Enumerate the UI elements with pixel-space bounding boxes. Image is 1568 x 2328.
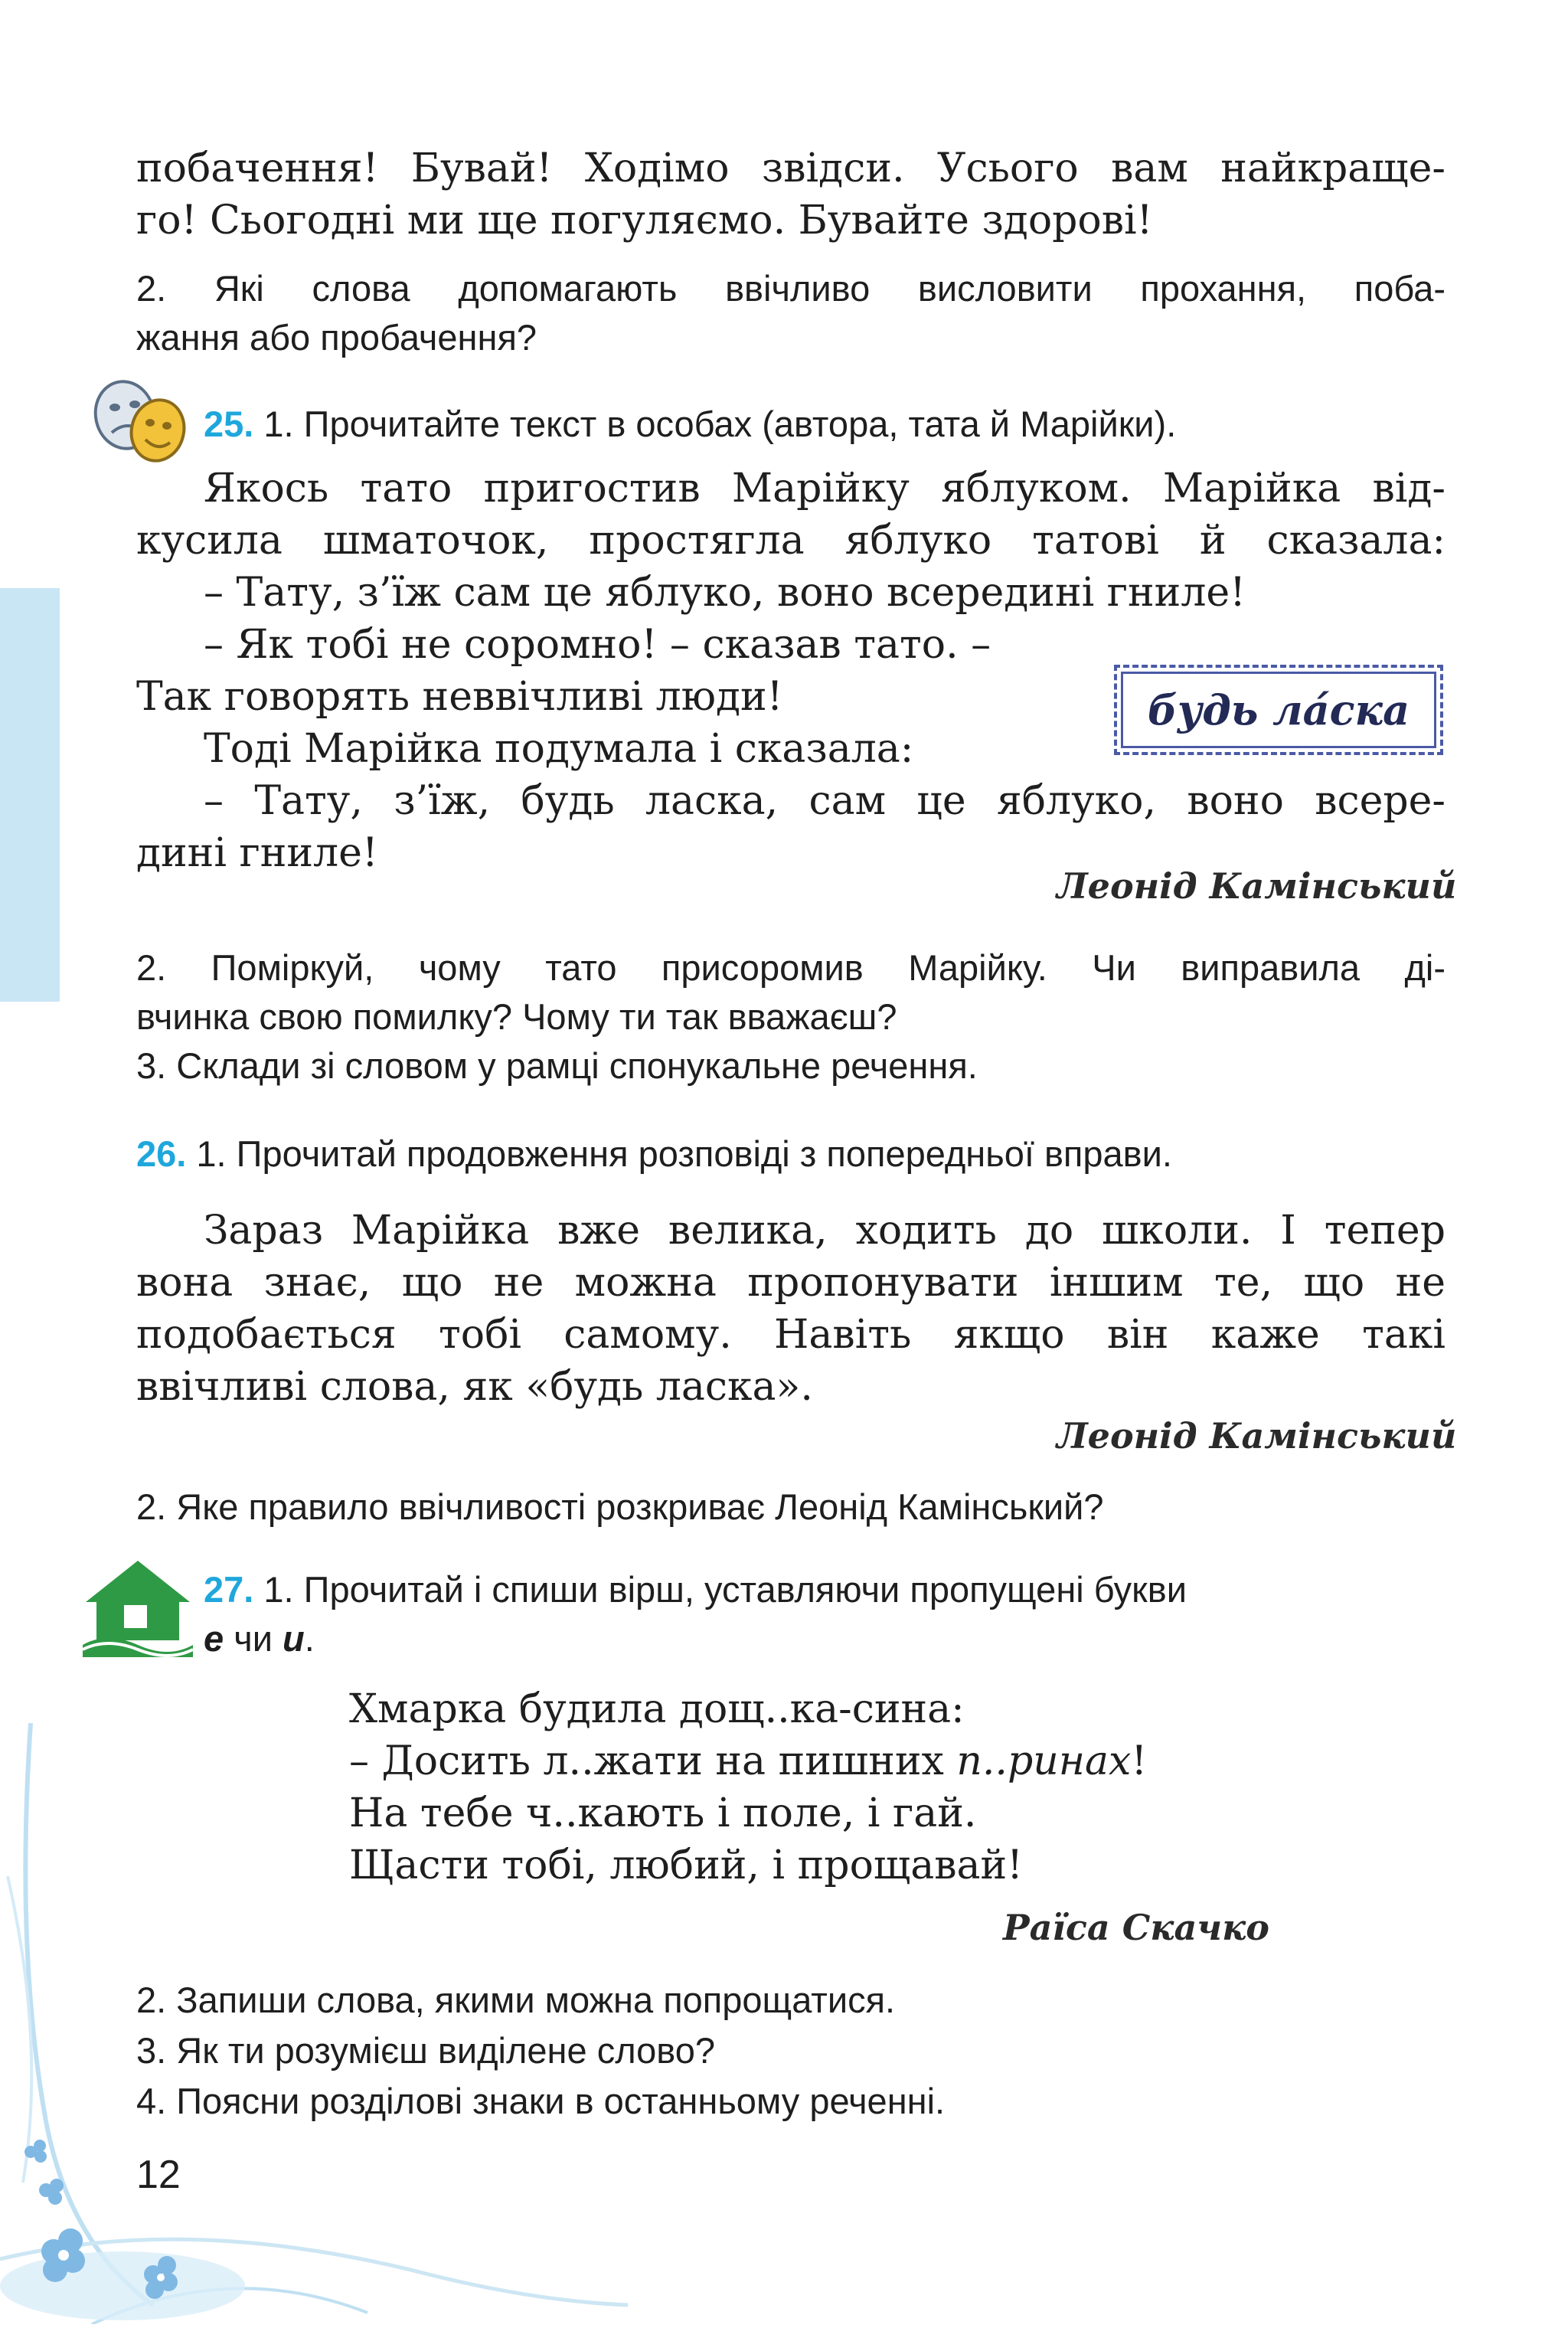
floral-decoration: [0, 1723, 628, 2328]
question-line: жання або пробачення?: [136, 317, 537, 358]
story-line: кусила шматочок, простягла яблуко татові й сказала:: [136, 518, 1446, 564]
poem-line: Хмарка будила дощ..ка-сина:: [349, 1686, 965, 1732]
theater-masks-icon: [83, 375, 198, 471]
task-line: вчинка свою помилку? Чому ти так вважаєш?: [136, 996, 897, 1037]
house-homework-icon: [77, 1555, 199, 1666]
story-line: вона знає, що не можна пропонувати іншим те, що не: [136, 1260, 1446, 1306]
side-tab: [0, 588, 60, 1002]
task-line: 3. Склади зі словом у рамці спонукальне речення.: [136, 1045, 978, 1086]
poem-line: Щасти тобі, любий, і прощавай!: [349, 1842, 1024, 1888]
text-line: го! Сьогодні ми ще погуляємо. Бувайте здорові!: [136, 198, 1153, 244]
exercise-number: 26.: [136, 1133, 187, 1174]
exercise-number: 27.: [204, 1569, 254, 1610]
or-word: чи: [234, 1618, 273, 1659]
page-number: 12: [136, 2153, 181, 2197]
task-line: 2. Яке правило ввічливості розкриває Леонід Камінський?: [136, 1486, 1104, 1527]
task-text: 1. Прочитай продовження розповіді з попередньої вправи.: [196, 1133, 1172, 1174]
task-line: 4. Поясни розділові знаки в останньому реченні.: [136, 2081, 946, 2121]
exercise-25-task1: [204, 400, 1176, 449]
exercise-number: 25.: [204, 404, 254, 444]
task-text: 1. Прочитайте текст в особах (автора, тата й Марійки).: [263, 404, 1177, 444]
story-line: подобається тобі самому. Навіть якщо він каже такі: [136, 1312, 1446, 1358]
story-line: Тоді Марійка подумала і сказала:: [204, 726, 914, 772]
poem-text: – Досить л..жати на пишних: [349, 1738, 957, 1784]
story-line: – Як тобі не соромно! – сказав тато. –: [204, 622, 991, 668]
task-line: 2. Поміркуй, чому тато присоромив Марійку. Чи виправила ді-: [136, 947, 1446, 988]
story-line: – Тату, з’їж, будь ласка, сам це яблуко, воно всере-: [204, 778, 1446, 824]
exercise-27-task1: [204, 1565, 1187, 1614]
story-line: Зараз Марійка вже велика, ходить до школи. І тепер: [204, 1208, 1446, 1254]
text-line: побачення! Бувай! Ходімо звідси. Усього вам найкраще-: [136, 146, 1446, 191]
author-signature: Раїса Скачко: [1003, 1907, 1269, 1948]
period: .: [304, 1618, 315, 1659]
author-signature: Леонід Камінський: [1057, 865, 1457, 907]
author-signature: Леонід Камінський: [1057, 1415, 1457, 1457]
exercise-26-task1: [136, 1130, 1172, 1179]
story-line: Так говорять неввічливі люди!: [136, 674, 783, 720]
framed-word: будь ла́ска: [1114, 665, 1443, 755]
letter-e: е: [204, 1618, 224, 1659]
poem-line: На тебе ч..кають і поле, і гай.: [349, 1790, 977, 1836]
question-line: 2. Які слова допомагають ввічливо висловити прохання, поба-: [136, 268, 1446, 309]
letter-y: и: [283, 1618, 305, 1659]
task-text: 1. Прочитай і спиши вірш, уставляючи пропущені букви: [263, 1569, 1187, 1610]
highlighted-word: п..ринах: [956, 1738, 1132, 1784]
task-line: 3. Як ти розумієш виділене слово?: [136, 2030, 716, 2071]
story-line: Якось тато пригостив Марійку яблуком. Марійка від-: [204, 466, 1446, 512]
story-line: ввічливі слова, як «будь ласка».: [136, 1364, 813, 1410]
task-line: 2. Запиши слова, якими можна попрощатися.: [136, 1980, 896, 2020]
story-line: дині гниле!: [136, 830, 378, 876]
story-line: – Тату, з’їж сам це яблуко, воно всередині гниле!: [204, 570, 1246, 616]
poem-text: !: [1131, 1738, 1148, 1784]
task-line: [204, 1614, 315, 1663]
